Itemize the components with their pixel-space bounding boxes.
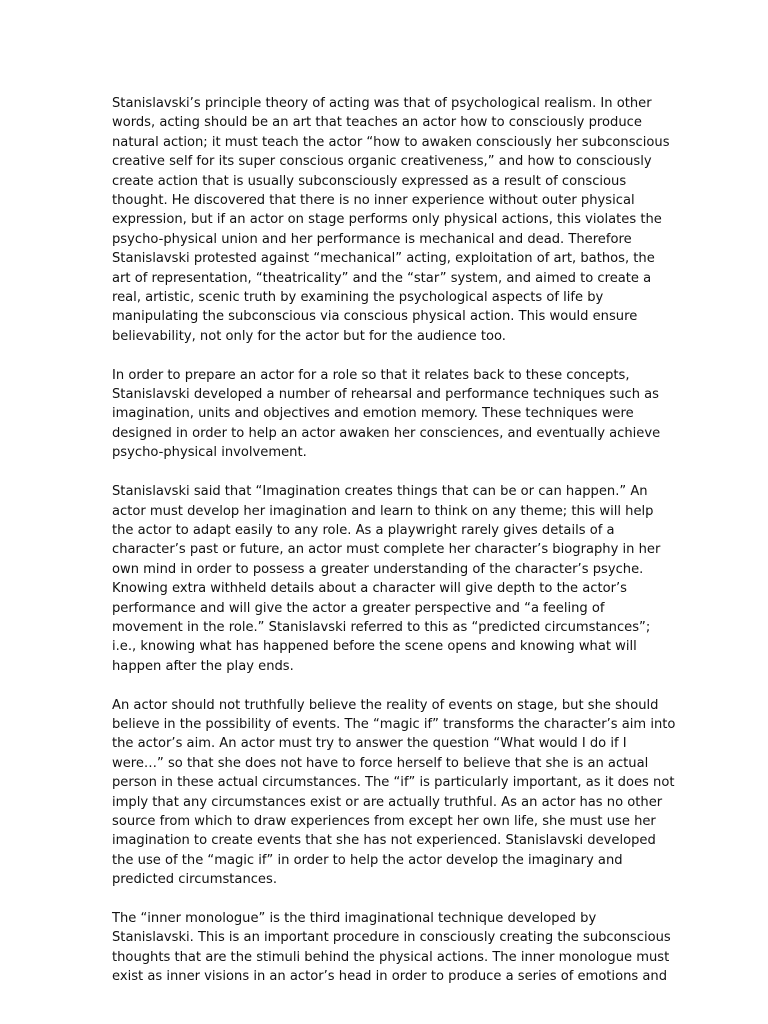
text-line: Stanislavski protested against “mechanical” acting, exploitation of art, bathos, the	[112, 251, 655, 267]
text-line: psycho-physical involvement.	[112, 445, 307, 461]
text-line: real, artistic, scenic truth by examining the psychological aspects of life by	[112, 290, 604, 306]
text-line: Stanislavski developed a number of rehearsal and performance techniques such as	[112, 387, 660, 403]
text-line: believe in the possibility of events. The “magic if” transforms the character’s aim into	[112, 716, 676, 732]
text-line: manipulating the subconscious via conscious physical action. This would ensure	[112, 309, 638, 325]
text-line: thought. He discovered that there is no inner experience without outer physical	[112, 193, 635, 209]
text-line: movement in the role.” Stanislavski referred to this as “predicted circumstances”;	[112, 619, 651, 635]
paragraph-5	[112, 909, 671, 987]
text-line: expression, but if an actor on stage performs only physical actions, this violates the	[112, 212, 662, 228]
text-line: Stanislavski. This is an important procedure in consciously creating the subconscious	[112, 930, 671, 946]
text-line: i.e., knowing what has happened before the scene opens and knowing what will	[112, 639, 637, 655]
text-line: performance and will give the actor a greater perspective and “a feeling of	[112, 600, 605, 616]
text-line: imagination, units and objectives and emotion memory. These techniques were	[112, 406, 634, 422]
text-line: natural action; it must teach the actor “how to awaken consciously her subconscious	[112, 134, 670, 150]
text-line: the use of the “magic if” in order to help the actor develop the imaginary and	[112, 852, 623, 868]
text-line: actor must develop her imagination and learn to think on any theme; this will help	[112, 503, 654, 519]
text-line: the actor’s aim. An actor must try to answer the question “What would I do if I	[112, 736, 627, 752]
text-line: imply that any circumstances exist or are actually truthful. As an actor has no other	[112, 794, 663, 810]
text-line: the actor to adapt easily to any role. As a playwright rarely gives details of a	[112, 522, 615, 538]
document-page	[112, 94, 676, 1006]
text-line: In order to prepare an actor for a role so that it relates back to these concepts,	[112, 367, 630, 383]
paragraph-1	[112, 94, 670, 346]
text-line: predicted circumstances.	[112, 872, 277, 888]
paragraph-3	[112, 482, 664, 676]
text-line: Knowing extra withheld details about a character will give depth to the actor’s	[112, 581, 627, 597]
text-line: believability, not only for the actor but for the audience too.	[112, 328, 506, 344]
text-line: exist as inner visions in an actor’s head in order to produce a series of emotions and	[112, 969, 668, 985]
text-line: Stanislavski said that “Imagination creates things that can be or can happen.” An	[112, 484, 648, 500]
paragraph-2	[112, 366, 664, 463]
paragraph-4	[112, 696, 676, 890]
text-line: imagination to create events that she has not experienced. Stanislavski developed	[112, 833, 656, 849]
text-line: Stanislavski’s principle theory of acting was that of psychological realism. In other	[112, 96, 652, 111]
text-line: person in these actual circumstances. The “if” is particularly important, as it does not	[112, 775, 675, 791]
text-line: character’s past or future, an actor must complete her character’s biography in her	[112, 542, 661, 558]
text-line: The “inner monologue” is the third imaginational technique developed by	[112, 911, 597, 926]
text-line: create action that is usually subconsciously expressed as a result of conscious	[112, 173, 627, 189]
text-line: designed in order to help an actor awaken her consciences, and eventually achieve	[112, 425, 661, 441]
text-line: were…” so that she does not have to force herself to believe that she is an actual	[112, 755, 649, 771]
text-line: An actor should not truthfully believe the reality of events on stage, but she should	[112, 697, 659, 713]
text-line: words, acting should be an art that teaches an actor how to consciously produce	[112, 115, 642, 131]
text-line: thoughts that are the stimuli behind the physical actions. The inner monologue must	[112, 949, 670, 965]
text-line: art of representation, “theatricality” and the “star” system, and aimed to create a	[112, 270, 652, 286]
text-line: creative self for its super conscious organic creativeness,” and how to consciously	[112, 154, 652, 170]
text-line: psycho-physical union and her performance is mechanical and dead. Therefore	[112, 231, 632, 247]
text-line: source from which to draw experiences from except her own life, she must use her	[112, 813, 656, 829]
text-line: own mind in order to possess a greater understanding of the character’s psyche.	[112, 561, 644, 577]
text-line: happen after the play ends.	[112, 658, 294, 674]
